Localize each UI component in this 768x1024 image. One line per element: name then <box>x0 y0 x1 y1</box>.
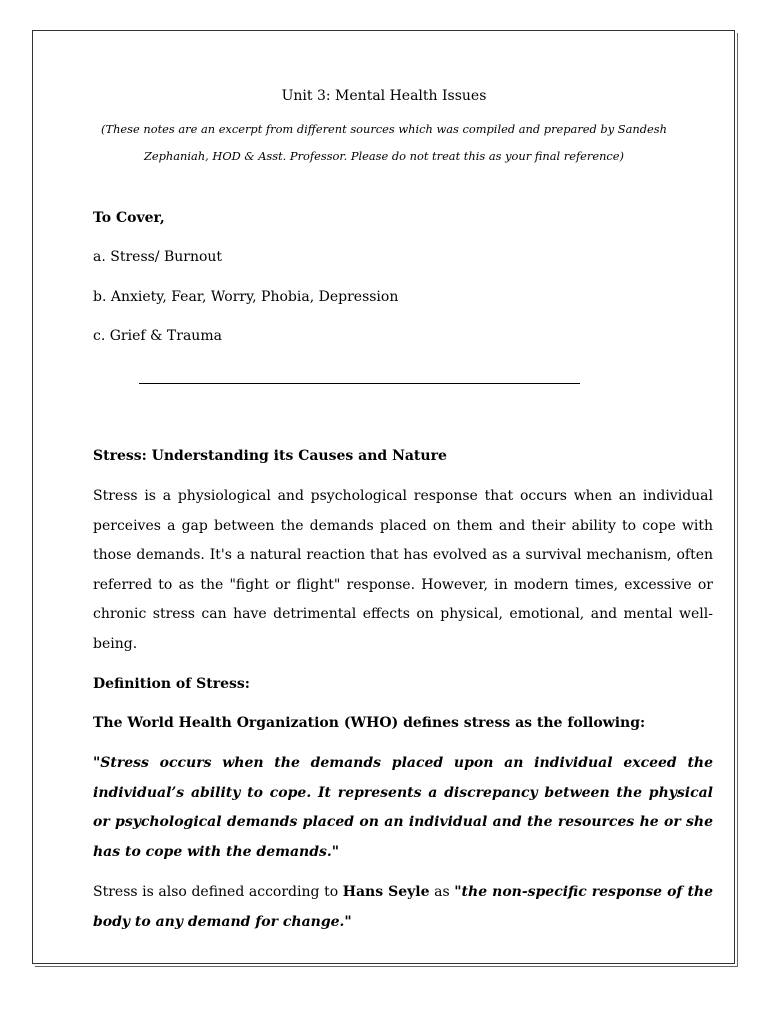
cover-heading: To Cover, <box>93 210 165 226</box>
who-heading: The World Health Organization (WHO) defines stress as the following: <box>93 715 646 731</box>
seyle-quote: "the non-specific response of the body to any demand for change." <box>93 884 714 930</box>
section-heading: Stress: Understanding its Causes and Nature <box>93 448 447 464</box>
seyle-name: Hans Seyle <box>342 884 430 900</box>
who-quote: "Stress occurs when the demands placed upon an individual exceed the individual’s ability to cope. It represents a discrepancy between the physical or psychological demands placed on an individual and the resources he or she has to cope with the demands." <box>93 755 713 860</box>
section-divider <box>139 383 580 384</box>
seyle-definition <box>93 878 713 937</box>
stress-paragraph: Stress is a physiological and psychological response that occurs when an individual perceives a gap between the demands placed on them and their ability to cope with those demands. It's a natural reaction that has evolved as a survival mechanism, often referred to as the "fight or flight" response. However, in modern times, excessive or chronic stress can have detrimental effects on physical, emotional, and mental well-being. <box>93 488 713 652</box>
cover-item: b. Anxiety, Fear, Worry, Phobia, Depression <box>93 289 399 305</box>
cover-item: c. Grief & Trauma <box>93 328 222 344</box>
seyle-prefix: Stress is also defined according to <box>93 884 339 900</box>
source-note <box>70 116 698 170</box>
definition-heading: Definition of Stress: <box>93 676 250 692</box>
source-note-line-1: (These notes are an excerpt from different sources which was compiled and prepared by Sandesh <box>101 122 667 136</box>
source-note-line-2: Zephaniah, HOD & Asst. Professor. Please do not treat this as your final reference) <box>143 149 624 163</box>
cover-item: a. Stress/ Burnout <box>93 249 223 265</box>
seyle-as: as <box>434 884 450 900</box>
page-title: Unit 3: Mental Health Issues <box>281 88 487 104</box>
